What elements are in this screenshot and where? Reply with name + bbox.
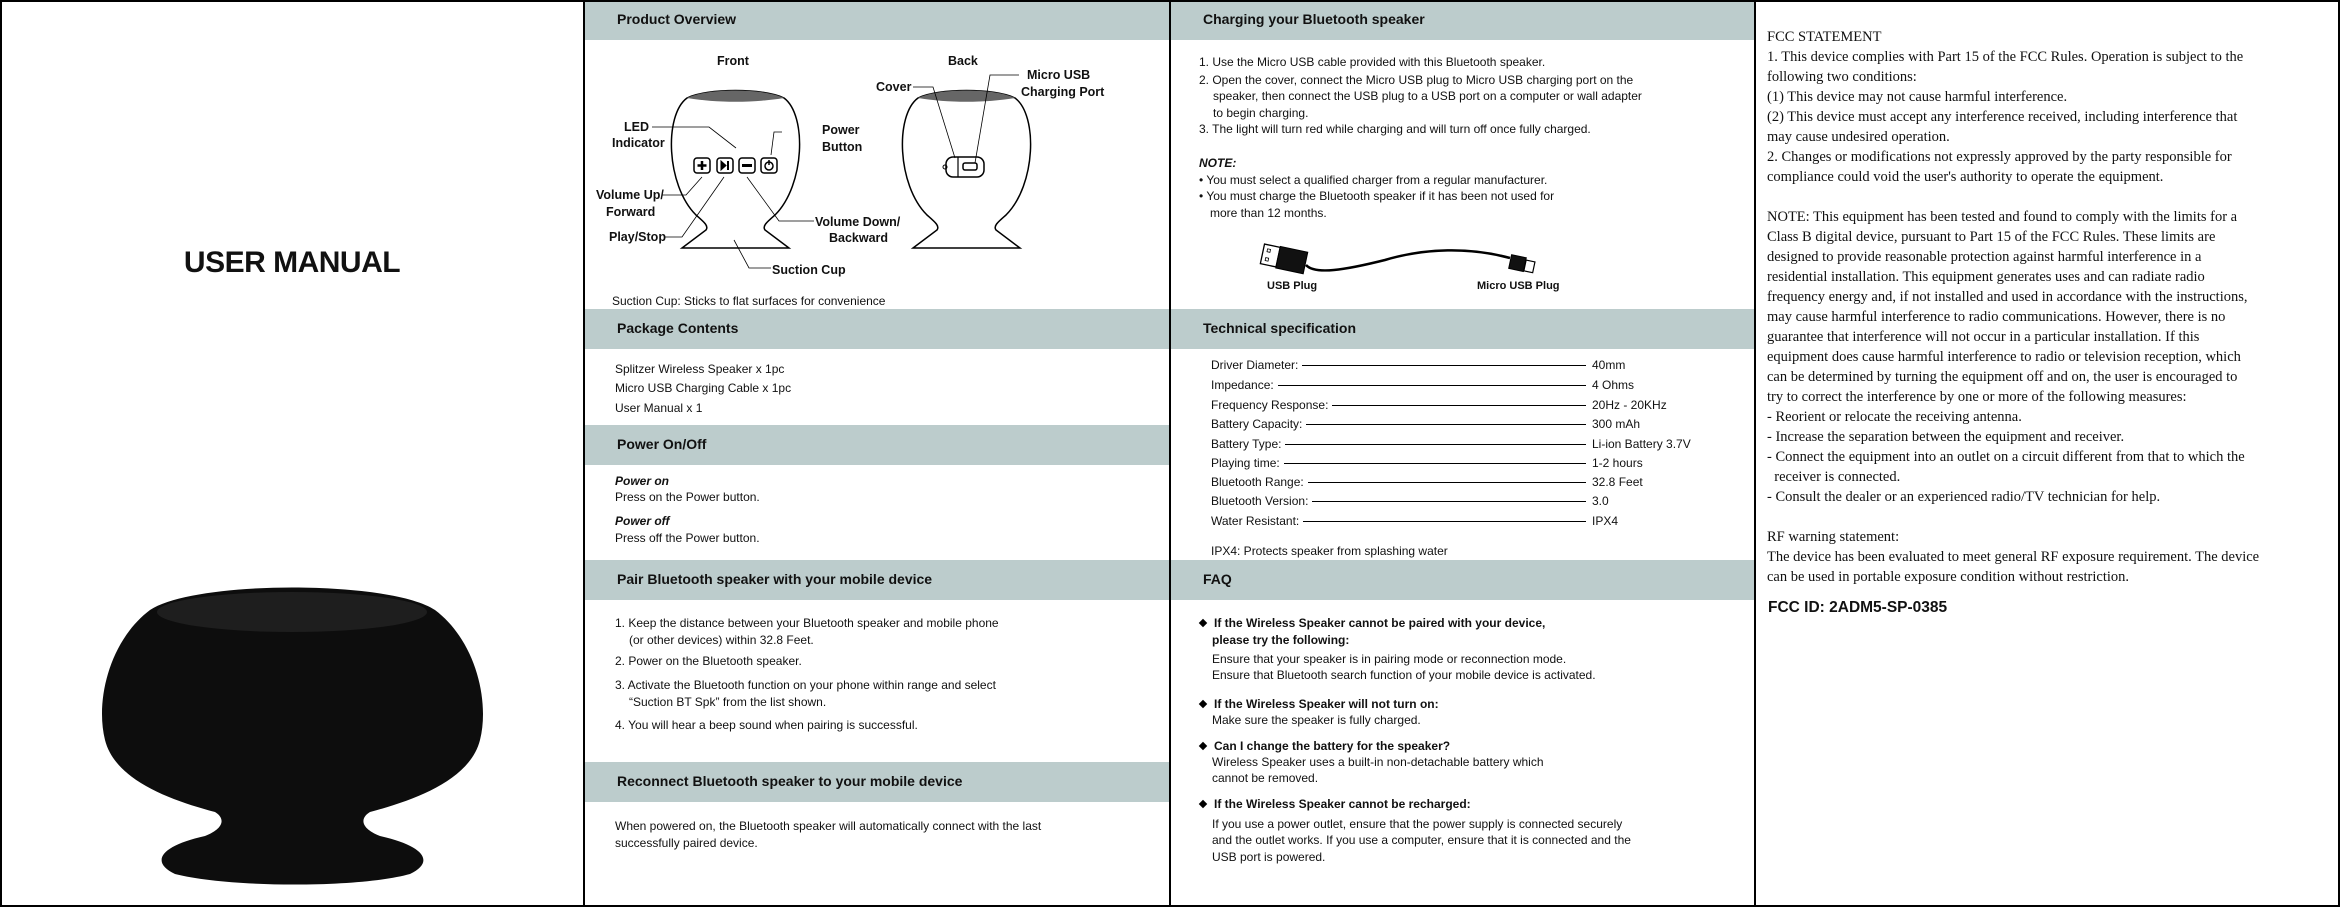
callout-charging-port: Micro USB bbox=[1027, 68, 1091, 82]
fcc-line: equipment does cause harmful interference to radio or television reception, which bbox=[1767, 349, 2241, 365]
micro-usb-plug-label: Micro USB Plug bbox=[1477, 280, 1560, 292]
fcc-line: following two conditions: bbox=[1767, 69, 1917, 85]
callout-power: Button bbox=[822, 140, 863, 154]
faq-question: If the Wireless Speaker will not turn on: bbox=[1200, 696, 1439, 712]
fcc-line: FCC STATEMENT bbox=[1767, 29, 1882, 45]
faq-question: Can I change the battery for the speaker? bbox=[1200, 738, 1450, 754]
note-title: NOTE: bbox=[1199, 156, 1237, 170]
faq-answer: and the outlet works. If you use a computer, ensure that it is connected and the bbox=[1212, 833, 1631, 847]
charging-note: • You must select a qualified charger from a regular manufacturer. bbox=[1199, 173, 1548, 187]
faq-question: If the Wireless Speaker cannot be recharged: bbox=[1200, 796, 1471, 812]
power-off-title: Power off bbox=[615, 514, 670, 528]
reconnect-text: When powered on, the Bluetooth speaker will automatically connect with the last bbox=[615, 819, 1042, 833]
back-label: Back bbox=[948, 54, 978, 68]
fcc-line: compliance could void the user's authority to operate the equipment. bbox=[1767, 169, 2164, 185]
spec-label: Playing time: bbox=[1211, 455, 1284, 471]
spec-value: IPX4 bbox=[1592, 514, 1619, 528]
fcc-line: guarantee that interference will not occur in a particular installation. If this bbox=[1767, 329, 2200, 345]
usb-plug-label: USB Plug bbox=[1267, 280, 1318, 292]
suction-caption: Suction Cup: Sticks to flat surfaces for convenience bbox=[612, 294, 886, 308]
spec-label: Frequency Response: bbox=[1211, 397, 1332, 413]
reconnect-text: successfully paired device. bbox=[615, 836, 758, 850]
spec-value: 4 Ohms bbox=[1592, 378, 1635, 392]
callout-power: Power bbox=[822, 123, 860, 137]
charging-note: • You must charge the Bluetooth speaker if it has been not used for bbox=[1199, 189, 1555, 203]
spec-label: Water Resistant: bbox=[1211, 513, 1303, 529]
spec-label: Driver Diameter: bbox=[1211, 357, 1302, 373]
spec-value: 300 mAh bbox=[1592, 417, 1641, 431]
manual-title: USER MANUAL bbox=[183, 246, 401, 279]
fcc-line: 1. This device complies with Part 15 of the FCC Rules. Operation is subject to the bbox=[1767, 49, 2244, 65]
fcc-line: can be used in portable exposure condition without restriction. bbox=[1767, 569, 2130, 585]
section-title: FAQ bbox=[1203, 571, 1232, 587]
spec-label: Bluetooth Range: bbox=[1211, 474, 1308, 490]
fcc-line: (2) This device must accept any interference received, including interference that bbox=[1767, 109, 2238, 125]
callout-volume-up: Forward bbox=[606, 205, 656, 219]
pair-step: 2. Power on the Bluetooth speaker. bbox=[615, 654, 802, 668]
pair-step: 3. Activate the Bluetooth function on your phone within range and select bbox=[615, 678, 996, 692]
pair-step: (or other devices) within 32.8 Feet. bbox=[629, 633, 814, 647]
power-on-title: Power on bbox=[615, 474, 670, 488]
spec-label: Impedance: bbox=[1211, 377, 1278, 393]
package-item: Micro USB Charging Cable x 1pc bbox=[615, 381, 792, 395]
fcc-line: - Increase the separation between the equipment and receiver. bbox=[1767, 429, 2125, 445]
charging-note: more than 12 months. bbox=[1210, 206, 1327, 220]
callout-volume-up: Volume Up/ bbox=[596, 188, 664, 202]
fcc-line: NOTE: This equipment has been tested and found to comply with the limits for a bbox=[1767, 209, 2238, 225]
column-divider bbox=[1754, 0, 1756, 907]
spec-value: 20Hz - 20KHz bbox=[1592, 398, 1667, 412]
spec-value: Li-ion Battery 3.7V bbox=[1592, 437, 1691, 451]
fcc-line: RF warning statement: bbox=[1767, 529, 1900, 545]
callout-charging-port: Charging Port bbox=[1021, 85, 1105, 99]
faq-answer: Make sure the speaker is fully charged. bbox=[1212, 713, 1421, 727]
column-divider bbox=[1169, 0, 1171, 907]
faq-answer: USB port is powered. bbox=[1212, 850, 1326, 864]
callout-led: LED bbox=[624, 120, 649, 134]
fcc-id: FCC ID: 2ADM5-SP-0385 bbox=[1768, 599, 1948, 616]
fcc-line: - Connect the equipment into an outlet on a circuit different from that to which the bbox=[1767, 449, 2245, 465]
fcc-line: - Reorient or relocate the receiving antenna. bbox=[1767, 409, 2022, 425]
fcc-line: - Consult the dealer or an experienced radio/TV technician for help. bbox=[1767, 489, 2161, 505]
charging-step: to begin charging. bbox=[1213, 106, 1309, 120]
fcc-line: may cause undesired operation. bbox=[1767, 129, 1950, 145]
front-label: Front bbox=[717, 54, 749, 68]
callout-volume-down: Backward bbox=[829, 231, 889, 245]
spec-label: Battery Type: bbox=[1211, 436, 1285, 452]
section-title: Reconnect Bluetooth speaker to your mobile device bbox=[617, 773, 963, 789]
section-title: Technical specification bbox=[1203, 320, 1357, 336]
section-title: Package Contents bbox=[617, 320, 739, 336]
pair-step: 1. Keep the distance between your Bluetooth speaker and mobile phone bbox=[615, 616, 999, 630]
spec-value: 32.8 Feet bbox=[1592, 475, 1643, 489]
fcc-line: Class B digital device, pursuant to Part 15 of the FCC Rules. These limits are bbox=[1767, 229, 2216, 245]
callout-cover: Cover bbox=[876, 80, 912, 94]
spec-label: Battery Capacity: bbox=[1211, 416, 1306, 432]
spec-label: Bluetooth Version: bbox=[1211, 493, 1312, 509]
faq-answer: Ensure that Bluetooth search function of your mobile device is activated. bbox=[1212, 668, 1596, 682]
fcc-line: frequency energy and, if not installed and used in accordance with the instructions, bbox=[1767, 289, 2248, 305]
pair-step: “Suction BT Spk” from the list shown. bbox=[629, 695, 827, 709]
fcc-line: (1) This device may not cause harmful interference. bbox=[1767, 89, 2068, 105]
faq-answer: If you use a power outlet, ensure that the power supply is connected securely bbox=[1212, 817, 1623, 831]
callout-play-stop: Play/Stop bbox=[609, 230, 666, 244]
fcc-line: The device has been evaluated to meet general RF exposure requirement. The device bbox=[1767, 549, 2260, 565]
fcc-line: residential installation. This equipment generates uses and can radiate radio bbox=[1767, 269, 2205, 285]
package-item: Splitzer Wireless Speaker x 1pc bbox=[615, 362, 785, 376]
power-off-text: Press off the Power button. bbox=[615, 531, 760, 545]
spec-value: 40mm bbox=[1592, 358, 1626, 372]
fcc-line: designed to provide reasonable protection against harmful interference in a bbox=[1767, 249, 2202, 265]
spec-value: 3.0 bbox=[1592, 494, 1609, 508]
faq-answer: Ensure that your speaker is in pairing mode or reconnection mode. bbox=[1212, 652, 1567, 666]
power-on-text: Press on the Power button. bbox=[615, 490, 760, 504]
ipx4-note: IPX4: Protects speaker from splashing water bbox=[1211, 544, 1448, 558]
fcc-line: try to correct the interference by one or more of the following measures: bbox=[1767, 389, 2187, 405]
package-item: User Manual x 1 bbox=[615, 401, 703, 415]
column-divider bbox=[583, 0, 585, 907]
fcc-line: receiver is connected. bbox=[1767, 469, 1901, 485]
fcc-line: may cause harmful interference to radio communications. However, there is no bbox=[1767, 309, 2226, 325]
section-title: Pair Bluetooth speaker with your mobile device bbox=[617, 571, 933, 587]
section-title: Charging your Bluetooth speaker bbox=[1203, 11, 1425, 27]
charging-step: speaker, then connect the USB plug to a USB port on a computer or wall adapter bbox=[1213, 89, 1642, 103]
section-title: Power On/Off bbox=[617, 436, 707, 452]
callout-volume-down: Volume Down/ bbox=[815, 215, 901, 229]
fcc-line: 2. Changes or modifications not expressly approved by the party responsible for bbox=[1767, 149, 2232, 165]
callout-suction-cup: Suction Cup bbox=[772, 263, 846, 277]
callout-led: Indicator bbox=[612, 136, 665, 150]
faq-question: If the Wireless Speaker cannot be paired with your device, bbox=[1200, 615, 1545, 631]
fcc-line: can be determined by turning the equipment off and on, the user is encouraged to bbox=[1767, 369, 2238, 385]
section-title: Product Overview bbox=[617, 11, 737, 27]
charging-step: 1. Use the Micro USB cable provided with this Bluetooth speaker. bbox=[1199, 55, 1546, 69]
faq-answer: cannot be removed. bbox=[1212, 771, 1319, 785]
pair-step: 4. You will hear a beep sound when pairing is successful. bbox=[615, 718, 918, 732]
spec-value: 1-2 hours bbox=[1592, 456, 1643, 470]
charging-step: 3. The light will turn red while charging and will turn off once fully charged. bbox=[1199, 122, 1591, 136]
faq-question: please try the following: bbox=[1212, 633, 1350, 647]
charging-step: 2. Open the cover, connect the Micro USB plug to Micro USB charging port on the bbox=[1199, 73, 1634, 87]
faq-answer: Wireless Speaker uses a built-in non-detachable battery which bbox=[1212, 755, 1544, 769]
